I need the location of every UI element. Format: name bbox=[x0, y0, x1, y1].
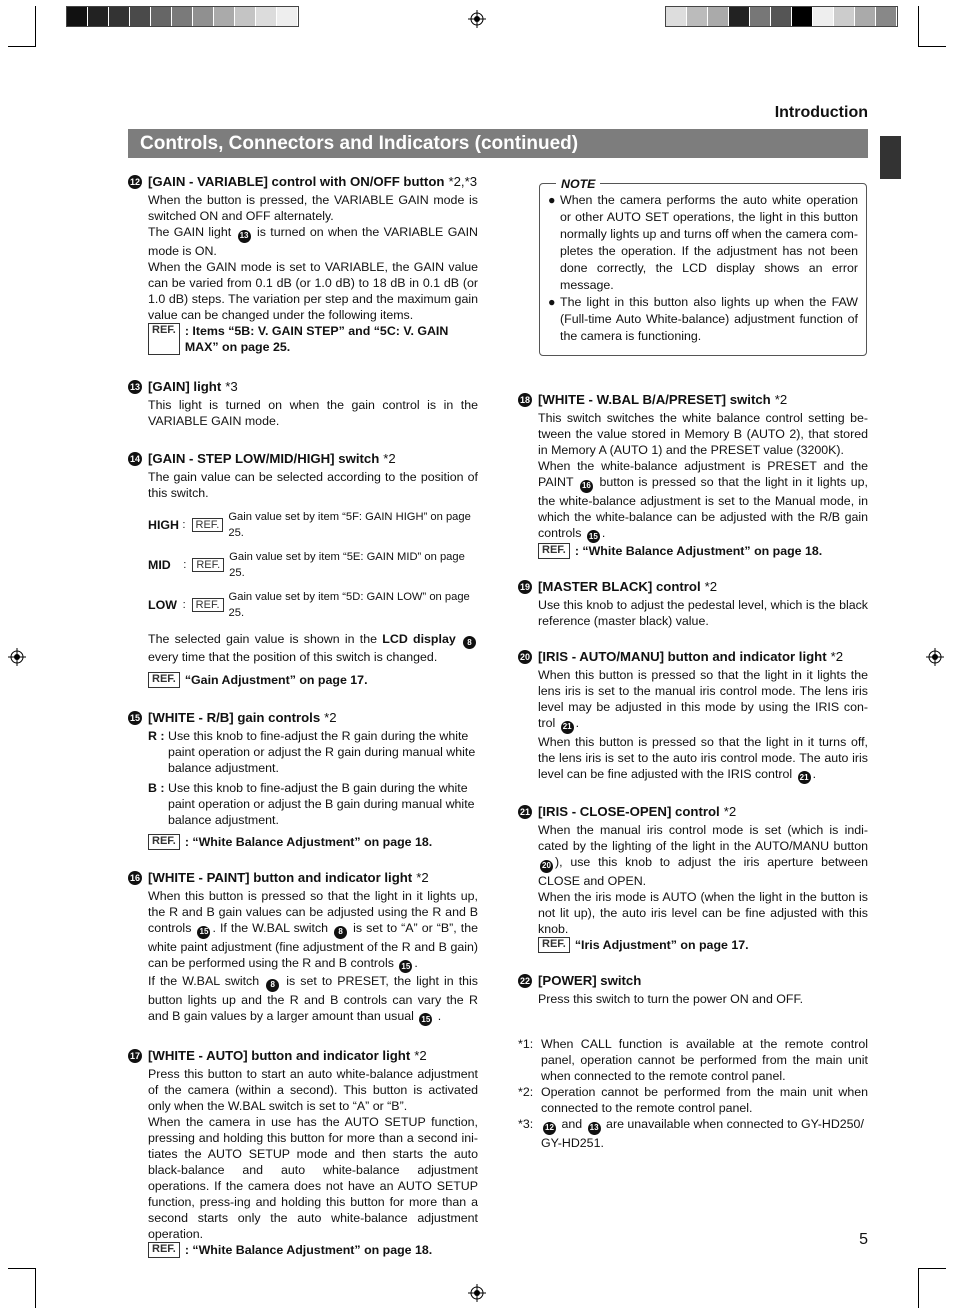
text: is set to “A” or “B”, the white paint adjustment (fine adjustment of the R and B gain) can be performed using the R and B controls bbox=[148, 921, 478, 970]
sub-key: B : bbox=[148, 781, 165, 795]
reference-line bbox=[148, 323, 478, 355]
text: If the W.BAL switch bbox=[148, 974, 260, 988]
page-number: 5 bbox=[859, 1231, 868, 1248]
paragraph bbox=[148, 224, 478, 259]
note-title: NOTE bbox=[556, 176, 600, 193]
reference-text: : “White Balance Adjustment” on page 18. bbox=[184, 835, 433, 849]
text: ), use this knob to adjust the iris aperture between CLOSE and OPEN. bbox=[538, 855, 868, 888]
sub-key: R : bbox=[148, 729, 165, 743]
item-heading bbox=[518, 579, 868, 595]
item-title: [IRIS - AUTO/MANU] button and indicator light bbox=[538, 649, 827, 664]
gain-key: MID bbox=[148, 557, 171, 572]
text: . If the W.BAL switch bbox=[212, 921, 329, 935]
right-column bbox=[518, 392, 868, 1024]
item-heading bbox=[128, 870, 478, 886]
item-heading bbox=[128, 451, 478, 467]
number-badge: 15 bbox=[419, 1013, 432, 1026]
sub-text: Use this knob to fine-adjust the R gain during the white paint operation or adjust the R gain during manual white balance adjustment. bbox=[168, 729, 476, 775]
item-heading bbox=[128, 379, 478, 395]
text: and bbox=[561, 1117, 583, 1131]
item-17 bbox=[128, 1048, 478, 1258]
footnote-key: *2: bbox=[518, 1085, 534, 1099]
ref-tag: REF. bbox=[148, 834, 180, 850]
item-title: [WHITE - R/B] gain controls bbox=[148, 710, 321, 725]
footnote-text: Operation cannot be performed from the main unit when connected to the remote control panel. bbox=[541, 1085, 868, 1115]
paragraph: When the camera in use has the AUTO SETUP function, pressing and holding this button for more than a second ini-tiates the AUTO SETUP mode and then starts the auto black-balance and auto white-balance adjustment operations. If the camera does not have an AUTO SETUP function, press-ing and holding this button for more than a second starts only the auto white-balance adjustment operation. bbox=[148, 1115, 478, 1241]
crop-mark bbox=[8, 46, 36, 47]
registration-mark-icon bbox=[8, 648, 26, 666]
number-badge: 16 bbox=[129, 873, 140, 883]
item-22 bbox=[518, 973, 868, 1007]
item-heading bbox=[518, 804, 868, 820]
note-text: When the camera performs the auto white operation or other AUTO SET operations, the light in this button normally lights up and turns off when the camera com-pletes the operation. If the adjustment has not been done correctly, the LCD display shows an error message. bbox=[560, 193, 858, 292]
reference-text: : Items “5B: V. GAIN STEP” and “5C: V. GAIN MAX” on page 25. bbox=[184, 323, 449, 354]
crop-mark bbox=[918, 6, 919, 46]
text: The selected gain value is shown in the bbox=[148, 631, 378, 646]
number-badge: 19 bbox=[519, 582, 530, 592]
crop-mark bbox=[35, 6, 36, 46]
note-bullet bbox=[548, 192, 858, 294]
reference-line bbox=[148, 672, 478, 688]
footnote-ref: *2 bbox=[416, 870, 429, 885]
crop-mark bbox=[8, 1268, 36, 1269]
number-badge: 13 bbox=[129, 381, 140, 392]
section-label: Introduction bbox=[774, 104, 868, 121]
number-badge: 15 bbox=[587, 530, 600, 543]
chapter-tab bbox=[880, 136, 901, 179]
r-gain-entry bbox=[148, 728, 478, 776]
item-20 bbox=[518, 649, 868, 784]
text: When this button is pressed so that the light in it lights the lens iris is set to the manual iris control mode. The lens iris level may be adjusted in this mode by using the IRIS con-trol bbox=[538, 668, 868, 730]
paragraph: When the button is pressed, the VARIABLE GAIN mode is switched ON and OFF alternately. bbox=[148, 193, 478, 223]
note-box bbox=[539, 177, 867, 356]
paragraph: When this button is pressed so that the light in it turns off, the lens iris is set to the auto iris control mode. The auto iris level can be fine adjusted with the IRIS control 21 . bbox=[538, 734, 868, 785]
footnote-ref: *2 bbox=[723, 804, 737, 819]
item-heading bbox=[128, 174, 478, 190]
number-badge: 8 bbox=[266, 979, 279, 992]
item-16 bbox=[128, 870, 478, 1026]
item-body bbox=[148, 192, 478, 323]
bullet-icon: ● bbox=[548, 193, 556, 207]
grayscale-bar-left bbox=[66, 6, 299, 27]
gain-value: Gain value set by item “5D: GAIN LOW” on page 25. bbox=[228, 590, 470, 619]
number-badge: 20 bbox=[540, 860, 553, 873]
text: is turned on when the VARIABLE GAIN mode is ON. bbox=[148, 225, 479, 258]
note-bullet bbox=[548, 294, 858, 345]
ref-tag: REF. bbox=[538, 543, 570, 559]
text: are unavailable when connected to GY-HD250/ GY-HD251. bbox=[541, 1117, 864, 1150]
item-heading bbox=[518, 649, 868, 665]
text: When the white-balance adjustment is PRESET and the PAINT bbox=[538, 459, 868, 489]
number-badge: 17 bbox=[129, 1051, 140, 1061]
paragraph: If the W.BAL switch 8 is set to PRESET, the light in this button lights up and the R and B controls can vary the R and B gain values by a larger amount than usual 15 . bbox=[148, 973, 478, 1026]
gain-key: HIGH bbox=[148, 517, 179, 532]
reference-text: “Gain Adjustment” on page 17. bbox=[184, 673, 368, 687]
gain-value: Gain value set by item “5F: GAIN HIGH” on page 25. bbox=[228, 510, 471, 539]
item-15 bbox=[128, 710, 478, 850]
text: The GAIN light bbox=[148, 225, 232, 239]
footnote-ref: *2,*3 bbox=[448, 174, 478, 189]
footnotes bbox=[518, 1036, 868, 1151]
item-title: [GAIN - STEP LOW/MID/HIGH] switch bbox=[148, 450, 380, 466]
ref-tag: REF. bbox=[192, 558, 224, 572]
page-title: Controls, Connectors and Indicators (continued) bbox=[128, 129, 868, 158]
item-14 bbox=[128, 451, 478, 689]
number-badge: 14 bbox=[129, 453, 140, 464]
paragraph: Use this knob to adjust the pedestal level, which is the black reference (master black) value. bbox=[538, 598, 868, 628]
number-badge: 13 bbox=[238, 230, 251, 243]
reference-line bbox=[538, 543, 868, 559]
number-badge: 18 bbox=[519, 395, 530, 405]
gain-key: LOW bbox=[148, 597, 177, 612]
colon: : bbox=[182, 518, 186, 531]
ref-tag: REF. bbox=[148, 323, 180, 355]
footnote bbox=[518, 1116, 868, 1151]
ref-tag: REF. bbox=[192, 518, 224, 532]
item-12 bbox=[128, 174, 478, 355]
b-gain-entry bbox=[148, 780, 478, 828]
item-heading bbox=[128, 1048, 478, 1064]
footnote bbox=[518, 1084, 868, 1116]
paragraph: This switch switches the white balance control setting be-tween the value stored in Memory B (AUTO 2), that stored in Memory A (AUTO 1) and the PRESET value (3200K). bbox=[538, 411, 868, 457]
footnote-ref: *3 bbox=[225, 378, 238, 394]
text: is set to PRESET, the light in this button lights up and the R and B controls can vary the R and B gain values by a larger amount than usual bbox=[148, 974, 478, 1023]
paragraph: When the white-balance adjustment is PRESET and the PAINT 16 button is pressed so that the light in it lights up, the white-balance adjustment is set to the Manual mode, in which the white-balance can be adjusted with the R/B gain controls 15 . bbox=[538, 458, 868, 543]
ref-tag: REF. bbox=[148, 672, 180, 688]
text: every time that the position of this switch is changed. bbox=[148, 650, 438, 664]
reference-text: “Iris Adjustment” on page 17. bbox=[574, 937, 749, 952]
crop-mark bbox=[35, 1268, 36, 1308]
ref-tag: REF. bbox=[538, 937, 570, 953]
crop-mark bbox=[918, 1268, 919, 1308]
footnote-key: *1: bbox=[518, 1037, 534, 1051]
item-heading bbox=[128, 710, 478, 726]
item-title: [GAIN] light bbox=[148, 378, 222, 394]
reference-line bbox=[148, 834, 478, 850]
number-badge: 16 bbox=[580, 480, 593, 493]
paragraph bbox=[538, 822, 868, 889]
footnote-ref: *2 bbox=[704, 579, 718, 594]
number-badge: 21 bbox=[519, 807, 530, 817]
number-badge: 13 bbox=[588, 1122, 601, 1135]
item-heading bbox=[518, 392, 868, 408]
note-list bbox=[548, 192, 858, 345]
footnote-ref: *2 bbox=[383, 450, 396, 466]
gain-value: Gain value set by item “5E: GAIN MID” on page 25. bbox=[229, 550, 465, 579]
gain-mid-row bbox=[148, 549, 478, 581]
number-badge: 22 bbox=[519, 975, 530, 986]
item-title: [WHITE - W.BAL B/A/PRESET] switch bbox=[538, 392, 771, 407]
number-badge: 15 bbox=[399, 960, 412, 973]
registration-mark-icon bbox=[468, 10, 486, 28]
ref-tag: REF. bbox=[192, 598, 224, 612]
paragraph: When this button is pressed so that the light in it lights the lens iris is set to the manual iris control mode. The lens iris level may be adjusted in this mode by using the IRIS con-trol 21 . bbox=[538, 667, 868, 734]
footnote-key: *3: bbox=[518, 1117, 534, 1131]
reference-text: : “White Balance Adjustment” on page 18. bbox=[184, 1243, 433, 1257]
number-badge: 20 bbox=[519, 652, 530, 662]
number-badge: 21 bbox=[798, 771, 811, 784]
text: When the manual iris control mode is set (which is indi-cated by the lighting of the light in the AUTO/MANU button bbox=[538, 823, 868, 853]
item-13 bbox=[128, 379, 478, 429]
paragraph: When the GAIN mode is set to VARIABLE, the GAIN value can be varied from 0.1 dB (or 1.0 dB) to 18 dB in 0.1 dB (or 1.0 dB) steps. The variation per step and the maximum gain value can be changed under the following items. bbox=[148, 259, 478, 322]
number-badge: 12 bbox=[543, 1122, 556, 1135]
item-title: [WHITE - AUTO] button and indicator light bbox=[148, 1048, 411, 1063]
footnote-ref: *2 bbox=[830, 649, 844, 664]
item-title: [WHITE - PAINT] button and indicator light bbox=[148, 870, 413, 885]
footnote-ref: *2 bbox=[414, 1048, 427, 1063]
bullet-icon: ● bbox=[548, 295, 556, 309]
reference-text: : “White Balance Adjustment” on page 18. bbox=[574, 544, 823, 558]
text: button is pressed so that the light in it lights up, the white-balance adjustment is set to the Manual mode, in which the white-balance can be adjusted with the R/B gain controls bbox=[538, 475, 868, 540]
gain-low-row bbox=[148, 589, 478, 621]
footnote-ref: *2 bbox=[324, 710, 337, 725]
gain-high-row bbox=[148, 509, 478, 541]
footnote-text: When CALL function is available at the remote control panel, operation cannot be performed from the main unit when connected to the remote control panel. bbox=[541, 1037, 868, 1083]
paragraph: Press this switch to turn the power ON and OFF. bbox=[538, 991, 804, 1006]
number-badge: 8 bbox=[463, 636, 476, 649]
ref-tag: REF. bbox=[148, 1242, 180, 1258]
item-title: [POWER] switch bbox=[538, 972, 642, 988]
number-badge: 21 bbox=[561, 721, 574, 734]
note-text: The light in this button also lights up when the FAW (Full-time Auto White-balance) adjustment function of the camera is functioning. bbox=[560, 295, 858, 343]
colon: : bbox=[182, 598, 186, 611]
paragraph: When the iris mode is AUTO (when the light in the button is not lit up), the auto iris level can be fine adjusted with this knob. bbox=[538, 889, 868, 936]
item-21 bbox=[518, 804, 868, 953]
text: When this button is pressed so that the light in it lights up, the R and B gain values can be adjusted using the R and B controls bbox=[148, 889, 478, 935]
item-title: [IRIS - CLOSE-OPEN] control bbox=[538, 804, 720, 819]
number-badge: 8 bbox=[334, 926, 347, 939]
registration-mark-icon bbox=[926, 648, 944, 666]
crop-mark bbox=[918, 1268, 946, 1269]
item-title: [MASTER BLACK] control bbox=[538, 579, 701, 594]
grayscale-bar-right bbox=[665, 6, 898, 27]
paragraph: Press this button to start an auto white-balance adjustment of the camera (within a second). This button is activated only when the W.BAL switch is set to “A” or “B”. bbox=[148, 1067, 478, 1113]
colon: : bbox=[183, 558, 187, 571]
paragraph: When this button is pressed so that the light in it lights up, the R and B gain values can be adjusted using the R and B controls 15 . If the W.BAL switch 8 is set to “A” or “B”, the white paint adjustment (fine adjustment of the R and B gain) can be performed using the R and B controls 15 . bbox=[148, 888, 478, 973]
reference-line bbox=[148, 1242, 478, 1258]
item-19 bbox=[518, 579, 868, 629]
number-badge: 12 bbox=[129, 177, 140, 187]
crop-mark bbox=[918, 46, 946, 47]
footnote-text bbox=[541, 1116, 868, 1151]
paragraph: The gain value can be selected according to the position of this switch. bbox=[148, 469, 478, 500]
number-badge: 15 bbox=[197, 926, 210, 939]
footnote-ref: *2 bbox=[774, 392, 788, 407]
footnote bbox=[518, 1036, 868, 1084]
left-column bbox=[128, 174, 478, 1275]
item-heading bbox=[518, 973, 868, 989]
registration-mark-icon bbox=[468, 1284, 486, 1302]
sub-text: Use this knob to fine-adjust the B gain during the white paint operation or adjust the B gain during manual white balance adjustment. bbox=[168, 781, 475, 827]
number-badge: 15 bbox=[129, 713, 140, 723]
item-title: [GAIN - VARIABLE] control with ON/OFF button bbox=[148, 174, 445, 189]
text: LCD display bbox=[382, 631, 456, 646]
item-18 bbox=[518, 392, 868, 559]
text: When this button is pressed so that the light in it turns off, the lens iris is set to the auto iris control mode. The auto iris level can be fine adjusted with the IRIS control bbox=[538, 734, 868, 781]
paragraph bbox=[148, 631, 478, 666]
paragraph: This light is turned on when the gain control is in the VARIABLE GAIN mode. bbox=[148, 397, 478, 428]
reference-line bbox=[538, 937, 868, 953]
